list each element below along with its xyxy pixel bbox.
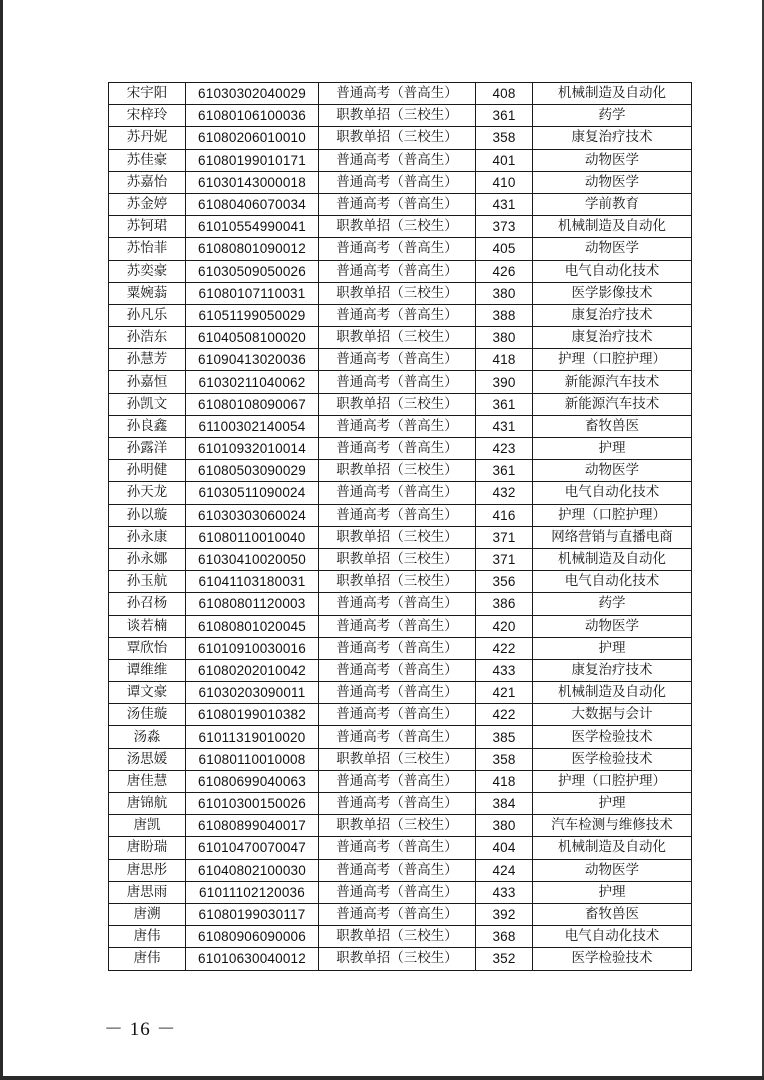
table-row xyxy=(109,704,692,726)
major-cell: 新能源汽车技术 xyxy=(533,393,692,415)
admission-type-cell: 职教单招（三校生） xyxy=(319,548,476,570)
admission-type-cell: 普通高考（普高生） xyxy=(319,171,476,193)
exam-number-cell: 61030302040029 xyxy=(186,83,319,105)
admission-type-cell: 普通高考（普高生） xyxy=(319,349,476,371)
admission-type-cell: 职教单招（三校生） xyxy=(319,327,476,349)
student-name-cell: 唐伟 xyxy=(109,948,186,970)
admission-type-cell: 普通高考（普高生） xyxy=(319,659,476,681)
major-cell: 护理 xyxy=(533,438,692,460)
scan-edge-bottom xyxy=(0,1076,764,1080)
score-cell: 361 xyxy=(476,393,533,415)
admission-type-cell: 普通高考（普高生） xyxy=(319,193,476,215)
exam-number-cell: 61040508100020 xyxy=(186,327,319,349)
score-cell: 361 xyxy=(476,105,533,127)
admission-type-cell: 职教单招（三校生） xyxy=(319,526,476,548)
student-name-cell: 唐思彤 xyxy=(109,859,186,881)
major-cell: 动物医学 xyxy=(533,171,692,193)
admission-type-cell: 普通高考（普高生） xyxy=(319,837,476,859)
table-row xyxy=(109,415,692,437)
scan-edge-left xyxy=(0,0,3,1080)
exam-number-cell: 61080801090012 xyxy=(186,238,319,260)
exam-number-cell: 61030303060024 xyxy=(186,504,319,526)
student-name-cell: 苏钶珺 xyxy=(109,216,186,238)
table-row xyxy=(109,726,692,748)
student-name-cell: 孙慧芳 xyxy=(109,349,186,371)
score-cell: 424 xyxy=(476,859,533,881)
student-name-cell: 苏丹妮 xyxy=(109,127,186,149)
score-cell: 431 xyxy=(476,415,533,437)
admission-type-cell: 职教单招（三校生） xyxy=(319,571,476,593)
table-row xyxy=(109,926,692,948)
major-cell: 机械制造及自动化 xyxy=(533,83,692,105)
major-cell: 汽车检测与维修技术 xyxy=(533,815,692,837)
score-cell: 384 xyxy=(476,793,533,815)
table-row xyxy=(109,881,692,903)
exam-number-cell: 61051199050029 xyxy=(186,304,319,326)
exam-number-cell: 61080106100036 xyxy=(186,105,319,127)
admission-type-cell: 普通高考（普高生） xyxy=(319,859,476,881)
major-cell: 护理 xyxy=(533,637,692,659)
table-row xyxy=(109,770,692,792)
major-cell: 网络营销与直播电商 xyxy=(533,526,692,548)
score-cell: 352 xyxy=(476,948,533,970)
exam-number-cell: 61010932010014 xyxy=(186,438,319,460)
student-name-cell: 汤思媛 xyxy=(109,748,186,770)
score-cell: 408 xyxy=(476,83,533,105)
table-row xyxy=(109,948,692,970)
admission-type-cell: 职教单招（三校生） xyxy=(319,105,476,127)
admission-type-cell: 职教单招（三校生） xyxy=(319,748,476,770)
student-name-cell: 覃欣怡 xyxy=(109,637,186,659)
score-cell: 432 xyxy=(476,482,533,504)
score-cell: 431 xyxy=(476,193,533,215)
admission-type-cell: 普通高考（普高生） xyxy=(319,793,476,815)
major-cell: 机械制造及自动化 xyxy=(533,216,692,238)
exam-number-cell: 61010910030016 xyxy=(186,637,319,659)
exam-number-cell: 61030511090024 xyxy=(186,482,319,504)
score-cell: 371 xyxy=(476,548,533,570)
exam-number-cell: 61010554990041 xyxy=(186,216,319,238)
exam-number-cell: 61080503090029 xyxy=(186,460,319,482)
score-cell: 368 xyxy=(476,926,533,948)
score-cell: 380 xyxy=(476,815,533,837)
exam-number-cell: 61100302140054 xyxy=(186,415,319,437)
exam-number-cell: 61080108090067 xyxy=(186,393,319,415)
score-cell: 422 xyxy=(476,704,533,726)
table-row xyxy=(109,637,692,659)
score-cell: 418 xyxy=(476,770,533,792)
table-body xyxy=(109,83,692,971)
exam-number-cell: 61080899040017 xyxy=(186,815,319,837)
table-row xyxy=(109,171,692,193)
score-cell: 418 xyxy=(476,349,533,371)
admission-type-cell: 普通高考（普高生） xyxy=(319,504,476,526)
major-cell: 大数据与会计 xyxy=(533,704,692,726)
exam-number-cell: 61080406070034 xyxy=(186,193,319,215)
student-name-cell: 苏佳豪 xyxy=(109,149,186,171)
table-row xyxy=(109,327,692,349)
exam-number-cell: 61080110010040 xyxy=(186,526,319,548)
student-name-cell: 孙天龙 xyxy=(109,482,186,504)
student-name-cell: 孙以璇 xyxy=(109,504,186,526)
score-cell: 390 xyxy=(476,371,533,393)
exam-number-cell: 61010300150026 xyxy=(186,793,319,815)
student-name-cell: 唐盼瑞 xyxy=(109,837,186,859)
exam-number-cell: 61080699040063 xyxy=(186,770,319,792)
exam-number-cell: 61040802100030 xyxy=(186,859,319,881)
major-cell: 动物医学 xyxy=(533,238,692,260)
exam-number-cell: 61090413020036 xyxy=(186,349,319,371)
score-cell: 405 xyxy=(476,238,533,260)
major-cell: 动物医学 xyxy=(533,859,692,881)
admission-type-cell: 普通高考（普高生） xyxy=(319,238,476,260)
admission-type-cell: 普通高考（普高生） xyxy=(319,770,476,792)
table-row xyxy=(109,593,692,615)
score-cell: 421 xyxy=(476,682,533,704)
table-row xyxy=(109,438,692,460)
major-cell: 药学 xyxy=(533,105,692,127)
exam-number-cell: 61030203090011 xyxy=(186,682,319,704)
score-cell: 388 xyxy=(476,304,533,326)
student-name-cell: 孙浩东 xyxy=(109,327,186,349)
table-row xyxy=(109,216,692,238)
exam-number-cell: 61030143000018 xyxy=(186,171,319,193)
score-cell: 426 xyxy=(476,260,533,282)
student-name-cell: 唐思雨 xyxy=(109,881,186,903)
student-name-cell: 谭维维 xyxy=(109,659,186,681)
admission-type-cell: 普通高考（普高生） xyxy=(319,704,476,726)
admission-type-cell: 普通高考（普高生） xyxy=(319,371,476,393)
exam-number-cell: 61030509050026 xyxy=(186,260,319,282)
score-cell: 416 xyxy=(476,504,533,526)
major-cell: 医学检验技术 xyxy=(533,948,692,970)
major-cell: 电气自动化技术 xyxy=(533,482,692,504)
table-row xyxy=(109,304,692,326)
table-row xyxy=(109,548,692,570)
admission-type-cell: 普通高考（普高生） xyxy=(319,637,476,659)
table-row xyxy=(109,83,692,105)
admission-type-cell: 职教单招（三校生） xyxy=(319,393,476,415)
admission-type-cell: 职教单招（三校生） xyxy=(319,815,476,837)
table-row xyxy=(109,193,692,215)
score-cell: 410 xyxy=(476,171,533,193)
exam-number-cell: 61080906090006 xyxy=(186,926,319,948)
admission-type-cell: 普通高考（普高生） xyxy=(319,149,476,171)
exam-number-cell: 61030211040062 xyxy=(186,371,319,393)
admission-type-cell: 普通高考（普高生） xyxy=(319,83,476,105)
admission-type-cell: 普通高考（普高生） xyxy=(319,682,476,704)
admission-list-table xyxy=(108,82,691,971)
admission-type-cell: 普通高考（普高生） xyxy=(319,903,476,925)
admission-type-cell: 职教单招（三校生） xyxy=(319,216,476,238)
admission-type-cell: 普通高考（普高生） xyxy=(319,593,476,615)
student-name-cell: 唐溯 xyxy=(109,903,186,925)
admission-type-cell: 普通高考（普高生） xyxy=(319,726,476,748)
score-cell: 422 xyxy=(476,637,533,659)
major-cell: 机械制造及自动化 xyxy=(533,548,692,570)
student-name-cell: 唐佳慧 xyxy=(109,770,186,792)
table-row xyxy=(109,859,692,881)
major-cell: 护理 xyxy=(533,881,692,903)
score-cell: 361 xyxy=(476,460,533,482)
table-row xyxy=(109,260,692,282)
student-name-cell: 苏奕豪 xyxy=(109,260,186,282)
major-cell: 医学影像技术 xyxy=(533,282,692,304)
table-row xyxy=(109,482,692,504)
table-row xyxy=(109,526,692,548)
major-cell: 护理（口腔护理） xyxy=(533,770,692,792)
admission-type-cell: 普通高考（普高生） xyxy=(319,260,476,282)
exam-number-cell: 61080199030117 xyxy=(186,903,319,925)
admission-type-cell: 普通高考（普高生） xyxy=(319,438,476,460)
table-row xyxy=(109,371,692,393)
major-cell: 新能源汽车技术 xyxy=(533,371,692,393)
major-cell: 畜牧兽医 xyxy=(533,415,692,437)
major-cell: 动物医学 xyxy=(533,149,692,171)
major-cell: 动物医学 xyxy=(533,460,692,482)
student-name-cell: 粟婉蓊 xyxy=(109,282,186,304)
student-name-cell: 孙明健 xyxy=(109,460,186,482)
admission-type-cell: 职教单招（三校生） xyxy=(319,460,476,482)
major-cell: 机械制造及自动化 xyxy=(533,837,692,859)
score-cell: 373 xyxy=(476,216,533,238)
student-name-cell: 宋宇阳 xyxy=(109,83,186,105)
exam-number-cell: 61080202010042 xyxy=(186,659,319,681)
student-name-cell: 孙玉航 xyxy=(109,571,186,593)
exam-number-cell: 61010470070047 xyxy=(186,837,319,859)
table-row xyxy=(109,393,692,415)
table-row xyxy=(109,837,692,859)
major-cell: 学前教育 xyxy=(533,193,692,215)
admission-type-cell: 职教单招（三校生） xyxy=(319,948,476,970)
score-cell: 380 xyxy=(476,282,533,304)
exam-number-cell: 61080199010382 xyxy=(186,704,319,726)
table-row xyxy=(109,149,692,171)
student-name-cell: 孙凡乐 xyxy=(109,304,186,326)
score-cell: 420 xyxy=(476,615,533,637)
student-name-cell: 唐锦航 xyxy=(109,793,186,815)
admission-type-cell: 普通高考（普高生） xyxy=(319,615,476,637)
table-row xyxy=(109,615,692,637)
major-cell: 电气自动化技术 xyxy=(533,571,692,593)
table-row xyxy=(109,460,692,482)
table-row xyxy=(109,504,692,526)
table-row xyxy=(109,238,692,260)
student-name-cell: 谭文豪 xyxy=(109,682,186,704)
student-name-cell: 汤淼 xyxy=(109,726,186,748)
exam-number-cell: 61080199010171 xyxy=(186,149,319,171)
table-row xyxy=(109,793,692,815)
admission-type-cell: 职教单招（三校生） xyxy=(319,127,476,149)
major-cell: 康复治疗技术 xyxy=(533,304,692,326)
score-cell: 433 xyxy=(476,659,533,681)
score-cell: 358 xyxy=(476,127,533,149)
table-row xyxy=(109,815,692,837)
score-cell: 356 xyxy=(476,571,533,593)
table-row xyxy=(109,127,692,149)
exam-number-cell: 61010630040012 xyxy=(186,948,319,970)
exam-number-cell: 61080110010008 xyxy=(186,748,319,770)
admission-type-cell: 职教单招（三校生） xyxy=(319,282,476,304)
exam-number-cell: 61041103180031 xyxy=(186,571,319,593)
major-cell: 康复治疗技术 xyxy=(533,659,692,681)
student-name-cell: 唐凯 xyxy=(109,815,186,837)
major-cell: 护理（口腔护理） xyxy=(533,349,692,371)
admission-type-cell: 普通高考（普高生） xyxy=(319,881,476,903)
exam-number-cell: 61011319010020 xyxy=(186,726,319,748)
score-cell: 423 xyxy=(476,438,533,460)
exam-number-cell: 61030410020050 xyxy=(186,548,319,570)
student-name-cell: 苏嘉怡 xyxy=(109,171,186,193)
score-cell: 401 xyxy=(476,149,533,171)
student-name-cell: 苏金婷 xyxy=(109,193,186,215)
student-name-cell: 孙嘉恒 xyxy=(109,371,186,393)
student-name-cell: 孙露洋 xyxy=(109,438,186,460)
table-row xyxy=(109,105,692,127)
score-cell: 385 xyxy=(476,726,533,748)
major-cell: 电气自动化技术 xyxy=(533,926,692,948)
student-name-cell: 孙良鑫 xyxy=(109,415,186,437)
table-row xyxy=(109,903,692,925)
major-cell: 护理 xyxy=(533,793,692,815)
admission-type-cell: 普通高考（普高生） xyxy=(319,415,476,437)
table-row xyxy=(109,748,692,770)
table-row xyxy=(109,659,692,681)
major-cell: 药学 xyxy=(533,593,692,615)
score-cell: 404 xyxy=(476,837,533,859)
exam-number-cell: 61080206010010 xyxy=(186,127,319,149)
major-cell: 电气自动化技术 xyxy=(533,260,692,282)
major-cell: 畜牧兽医 xyxy=(533,903,692,925)
major-cell: 护理（口腔护理） xyxy=(533,504,692,526)
student-name-cell: 汤佳璇 xyxy=(109,704,186,726)
student-name-cell: 孙永娜 xyxy=(109,548,186,570)
score-cell: 386 xyxy=(476,593,533,615)
score-cell: 358 xyxy=(476,748,533,770)
major-cell: 医学检验技术 xyxy=(533,726,692,748)
student-name-cell: 唐伟 xyxy=(109,926,186,948)
table-row xyxy=(109,282,692,304)
student-name-cell: 孙永康 xyxy=(109,526,186,548)
major-cell: 机械制造及自动化 xyxy=(533,682,692,704)
student-name-cell: 苏怡菲 xyxy=(109,238,186,260)
score-cell: 380 xyxy=(476,327,533,349)
page-number: － 16 － xyxy=(104,1019,177,1040)
exam-number-cell: 61080801020045 xyxy=(186,615,319,637)
exam-number-cell: 61011102120036 xyxy=(186,881,319,903)
student-name-cell: 宋梓玲 xyxy=(109,105,186,127)
table-row xyxy=(109,682,692,704)
student-name-cell: 谈若楠 xyxy=(109,615,186,637)
major-cell: 康复治疗技术 xyxy=(533,327,692,349)
score-cell: 433 xyxy=(476,881,533,903)
score-cell: 371 xyxy=(476,526,533,548)
major-cell: 医学检验技术 xyxy=(533,748,692,770)
admission-type-cell: 普通高考（普高生） xyxy=(319,304,476,326)
admission-type-cell: 普通高考（普高生） xyxy=(319,482,476,504)
exam-number-cell: 61080107110031 xyxy=(186,282,319,304)
major-cell: 动物医学 xyxy=(533,615,692,637)
table-row xyxy=(109,571,692,593)
admission-type-cell: 职教单招（三校生） xyxy=(319,926,476,948)
student-name-cell: 孙召杨 xyxy=(109,593,186,615)
student-name-cell: 孙凯文 xyxy=(109,393,186,415)
table-row xyxy=(109,349,692,371)
score-cell: 392 xyxy=(476,903,533,925)
exam-number-cell: 61080801120003 xyxy=(186,593,319,615)
major-cell: 康复治疗技术 xyxy=(533,127,692,149)
